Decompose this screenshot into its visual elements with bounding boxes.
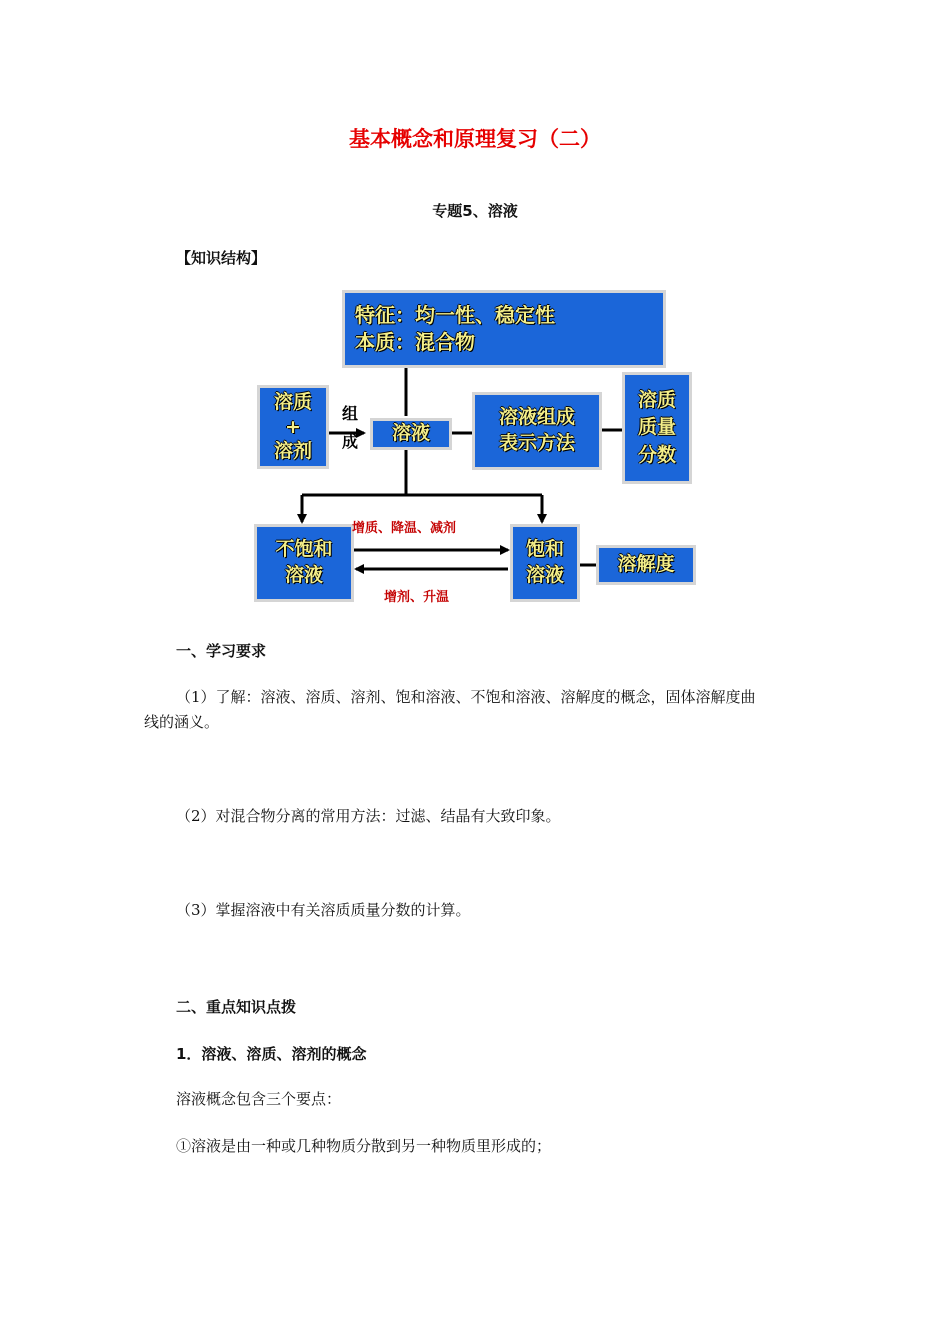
essence-text: 本质：混合物 [355,330,475,354]
knowledge-structure-diagram [252,288,698,606]
expression-method-box [472,392,602,470]
solvent-text: 溶剂 [273,440,312,463]
solubility-box [596,545,696,585]
page-title: 基本概念和原理复习（二） [349,127,601,151]
characteristics-box [342,290,666,368]
unsaturated-solution-box [254,524,354,602]
mass-fraction-line1: 溶质 [637,388,676,411]
solubility-text: 溶解度 [617,553,675,576]
solute-text: 溶质 [273,390,312,413]
paragraph-point-1: ①溶液是由一种或几种物质分散到另一种物质里形成的； [176,1137,552,1155]
unsaturated-line1: 不饱和 [275,538,333,561]
requirement-1-line1: （1）了解：溶液、溶质、溶剂、饱和溶液、不饱和溶液、溶解度的概念，固体溶解度曲 [176,688,756,706]
mass-fraction-box [622,372,692,484]
compose-char-1: 组 [342,404,359,423]
knowledge-structure-heading: 【知识结构】 [176,249,267,267]
requirement-3: （3）掌握溶液中有关溶质质量分数的计算。 [176,901,471,919]
topic-subtitle: 专题5、溶液 [432,202,518,220]
mass-fraction-line2: 质量 [637,416,676,439]
section-1-heading: 一、学习要求 [176,642,267,660]
expression-line2: 表示方法 [498,432,575,454]
paragraph-concept-intro: 溶液概念包含三个要点： [176,1090,342,1108]
mass-fraction-line3: 分数 [637,443,676,466]
requirement-2: （2）对混合物分离的常用方法：过滤、结晶有大致印象。 [176,807,561,825]
saturated-line2: 溶液 [525,564,564,586]
saturated-line1: 饱和 [525,538,564,561]
subsection-1-heading: 1．溶液、溶质、溶剂的概念 [176,1045,367,1063]
requirement-1-line2: 线的涵义。 [144,713,220,731]
saturated-solution-box [510,524,580,602]
characteristics-text: 特征：均一性、稳定性 [355,303,555,327]
solute-solvent-box [257,385,329,469]
to-saturated-conditions: 增质、降温、减剂 [352,521,457,536]
expression-line1: 溶液组成 [498,406,575,429]
solution-text: 溶液 [391,422,430,445]
solution-box [370,418,452,450]
to-unsaturated-conditions: 增剂、升温 [384,590,450,605]
section-2-heading: 二、重点知识点拨 [176,998,297,1016]
compose-label [342,400,358,456]
plus-text: + [285,415,301,438]
unsaturated-line2: 溶液 [284,564,323,586]
compose-char-2: 成 [342,432,359,451]
